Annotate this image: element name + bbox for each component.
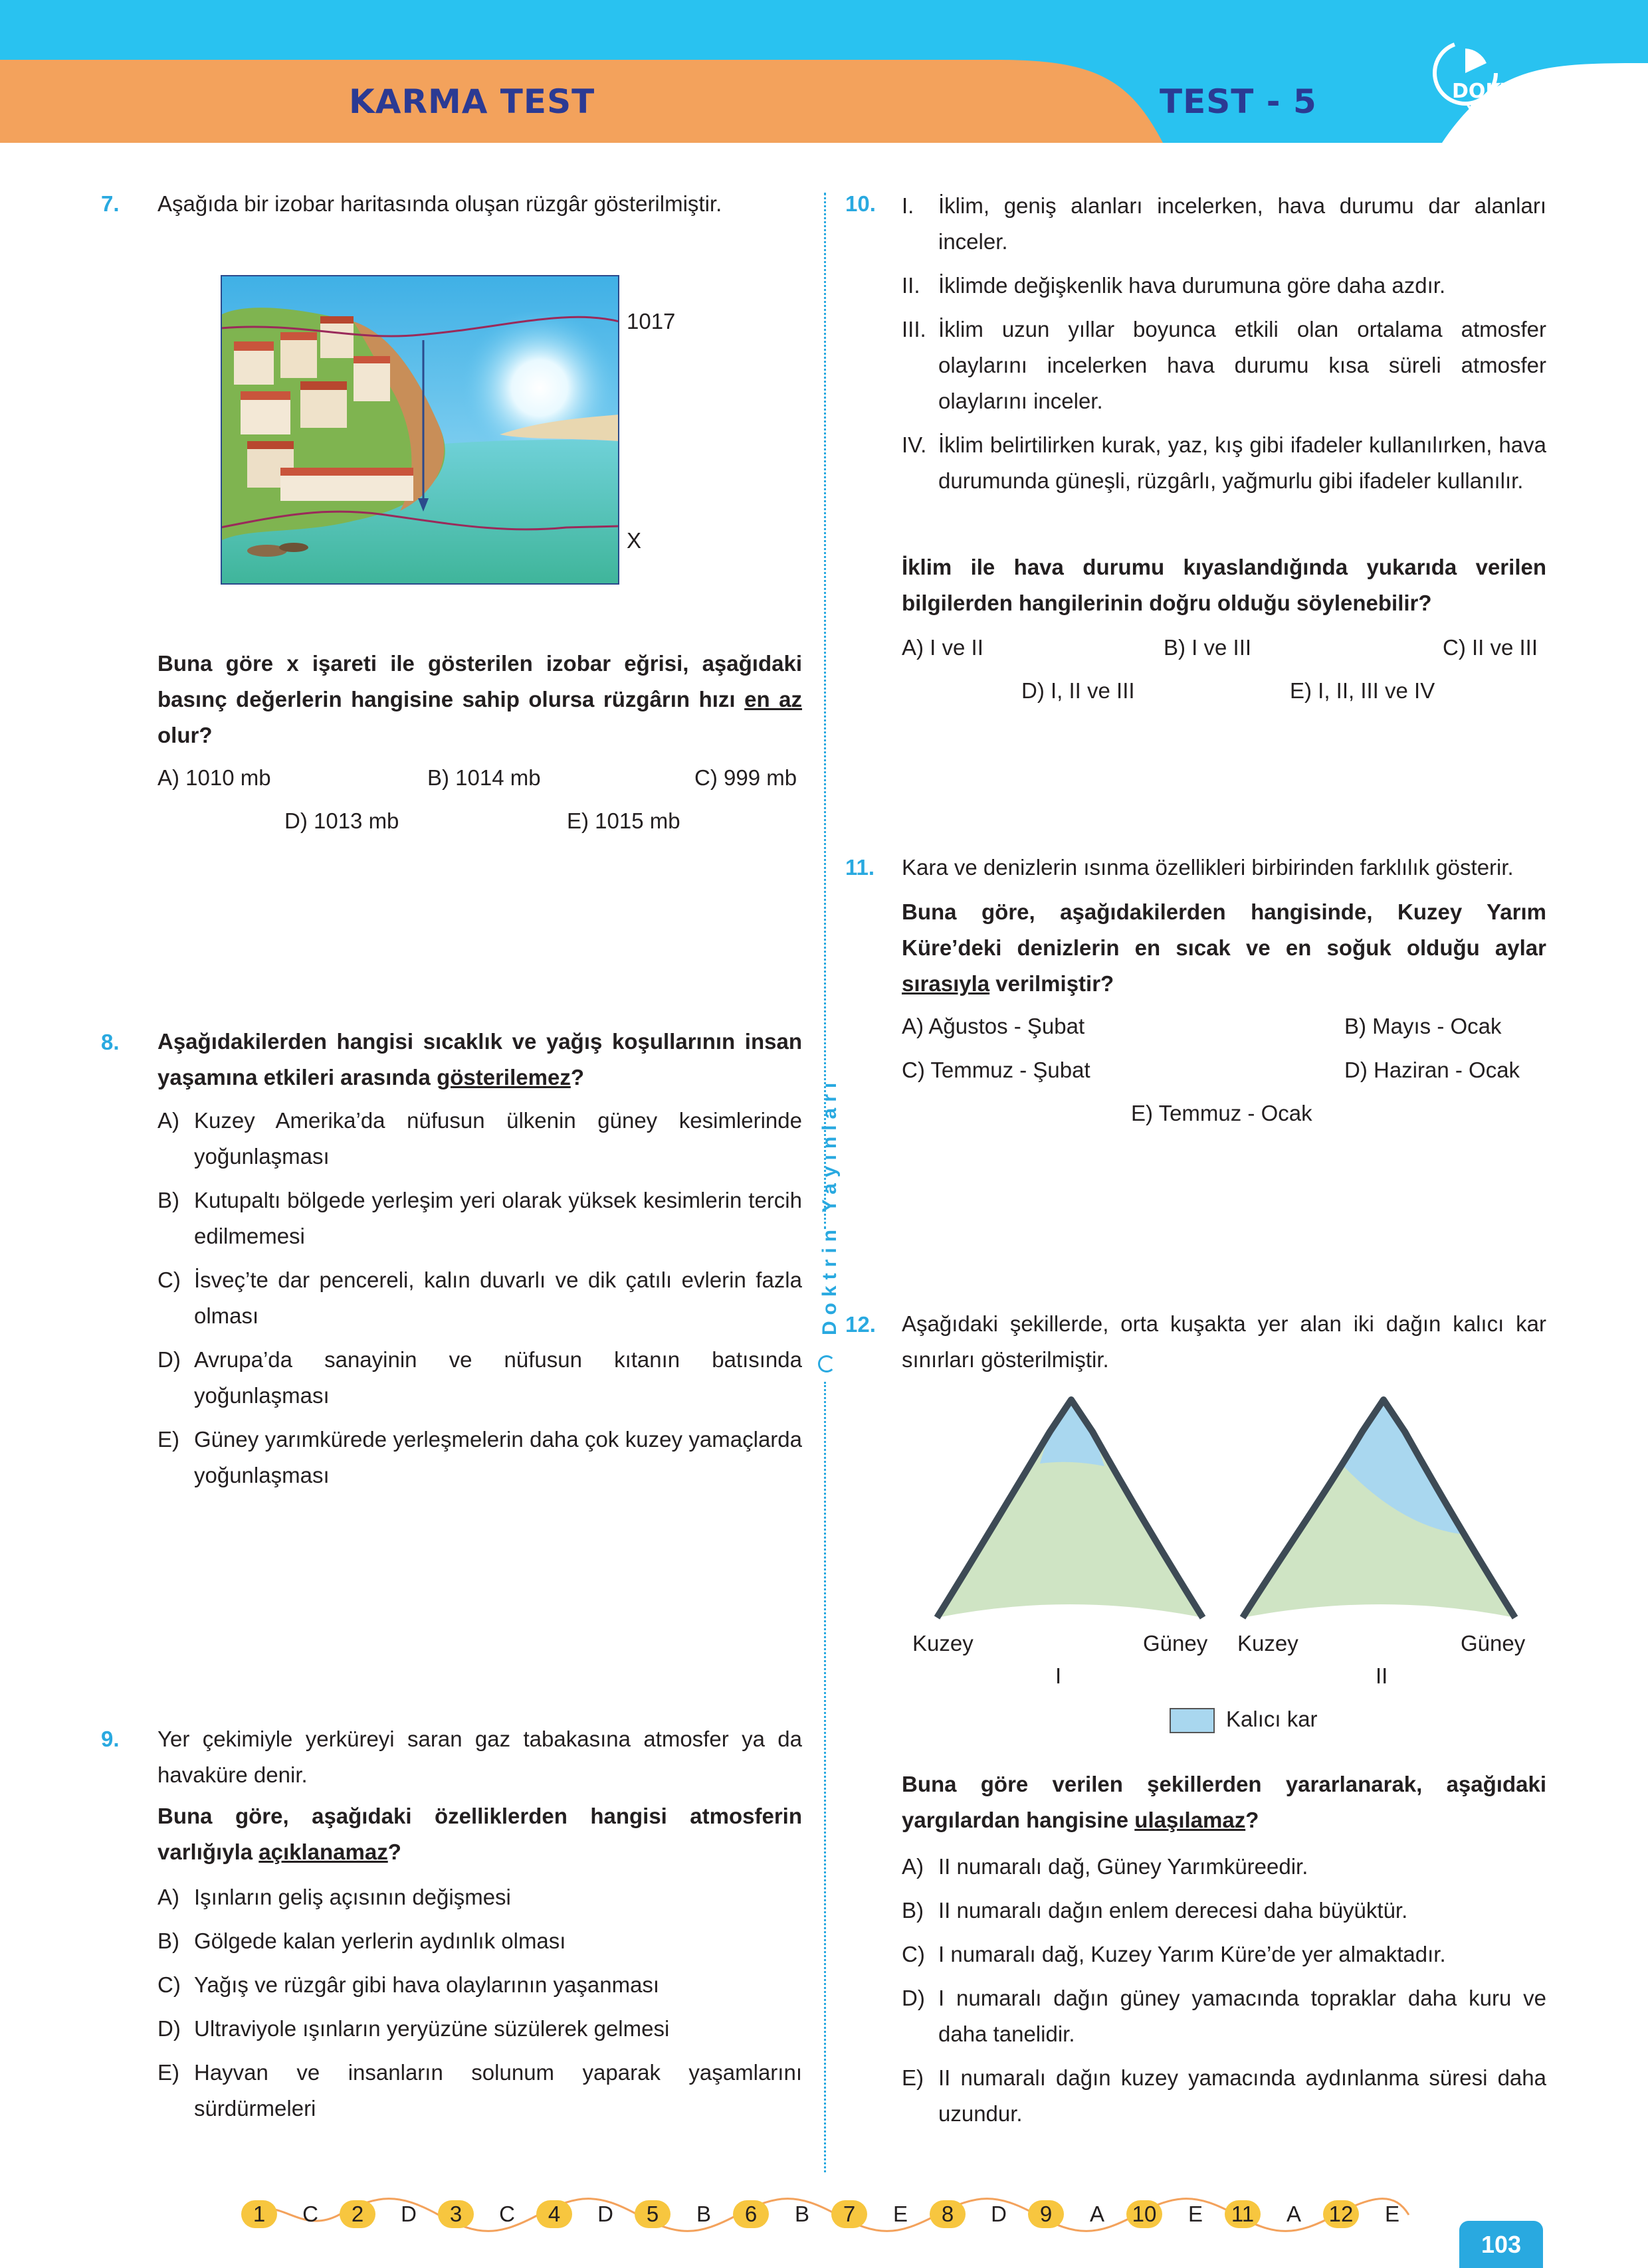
page-number: 103 — [1459, 2221, 1543, 2268]
q9-number: 9. — [101, 1727, 120, 1751]
q9-options — [157, 1879, 802, 2134]
column-divider-top — [824, 193, 826, 1229]
header-left-title: KARMA TEST — [349, 82, 595, 121]
header-banner — [0, 0, 1648, 153]
q12-option-d[interactable]: D) I numaralı dağın güney yamacında topraklar daha kuru ve daha tanelidir. — [902, 1986, 1546, 2046]
isobar-label-1017: 1017 — [627, 309, 676, 333]
mountain-ii — [1243, 1400, 1515, 1618]
q8-question: Aşağıdakilerden hangisi sıcaklık ve yağış koşullarının insan yaşamına etkileri arasında gösterilemez? — [157, 1029, 802, 1089]
fig1-south-label: Güney — [1143, 1631, 1208, 1655]
answer-letter-2: D — [401, 2202, 417, 2226]
column-divider-bottom — [824, 1382, 826, 2172]
q10-option-a[interactable]: A) I ve II — [902, 635, 983, 660]
q11-number: 11. — [845, 855, 875, 880]
q8-options — [157, 1103, 802, 1501]
q11-option-b[interactable]: B) Mayıs - Ocak — [1344, 1014, 1502, 1038]
q10-statement-4: IV. İklim belirtilirken kurak, yaz, kış gibi ifadeler kullanılırken, hava durumunda güneşli, rüzgârlı, yağmurlu gibi ifadeler kullanılır. — [902, 432, 1546, 493]
q7-stem: Aşağıda bir izobar haritasında oluşan rüzgâr gösterilmiştir. — [157, 191, 722, 216]
answer-letter-12: E — [1384, 2202, 1399, 2226]
q9-option-c[interactable]: C) Yağış ve rüzgâr gibi hava olaylarının yaşanması — [157, 1972, 660, 1997]
q12-stem: Aşağıdaki şekillerde, orta kuşakta yer alan iki dağın kalıcı kar sınırları gösterilmiştir. — [902, 1311, 1546, 1372]
fig1-north-label: Kuzey — [912, 1631, 974, 1655]
q10-statements — [902, 188, 1546, 543]
q7-option-a[interactable]: A) 1010 mb — [157, 765, 271, 790]
q7-option-c[interactable]: C) 999 mb — [694, 765, 797, 790]
q10-option-b[interactable]: B) I ve III — [1164, 635, 1252, 660]
q11-option-a[interactable]: A) Ağustos - Şubat — [902, 1014, 1085, 1038]
answer-number-7: 7 — [831, 2200, 867, 2228]
q11-option-d[interactable]: D) Haziran - Ocak — [1344, 1058, 1520, 1082]
header-right-title: TEST - 5 — [1160, 82, 1317, 121]
answer-number-2: 2 — [340, 2200, 375, 2228]
answer-letter-3: C — [499, 2202, 515, 2226]
answer-number-8: 8 — [930, 2200, 966, 2228]
answer-number-3: 3 — [438, 2200, 474, 2228]
q11-option-c[interactable]: C) Temmuz - Şubat — [902, 1058, 1090, 1082]
answer-letter-11: A — [1286, 2202, 1301, 2226]
q7-option-b[interactable]: B) 1014 mb — [427, 765, 541, 790]
answer-letter-8: D — [991, 2202, 1007, 2226]
answer-number-11: 11 — [1225, 2200, 1261, 2228]
logo-text-1: DOKTRIN — [1452, 80, 1554, 103]
answer-number-4: 4 — [536, 2200, 572, 2228]
q7-option-d[interactable]: D) 1013 mb — [284, 808, 399, 833]
fig2-south-label: Güney — [1461, 1631, 1526, 1655]
q10-number: 10. — [845, 191, 876, 216]
mountain-i — [937, 1400, 1203, 1618]
answer-number-1: 1 — [241, 2200, 277, 2228]
answer-letter-4: D — [597, 2202, 613, 2226]
q9-question: Buna göre, aşağıdaki özelliklerden hangisi atmosferin varlığıyla açıklanamaz? — [157, 1804, 802, 1864]
q11-option-e[interactable]: E) Temmuz - Ocak — [1131, 1101, 1312, 1125]
q8-option-d[interactable]: D) Avrupa’da sanayinin ve nüfusun kıtanın batısında yoğunlaşması — [157, 1347, 802, 1408]
q7-option-e[interactable]: E) 1015 mb — [567, 808, 680, 833]
answer-letter-10: E — [1187, 2202, 1203, 2226]
q8-option-c[interactable]: C) İsveç’te dar pencereli, kalın duvarlı ve dik çatılı evlerin fazla olması — [157, 1268, 802, 1328]
q12-option-c[interactable]: C) I numaralı dağ, Kuzey Yarım Küre’de yer almaktadır. — [902, 1942, 1446, 1966]
legend-label: Kalıcı kar — [1226, 1707, 1318, 1731]
q11-question: Buna göre, aşağıdakilerden hangisinde, Kuzey Yarım Küre’deki denizlerin en sıcak ve en soğuk olduğu aylar sırasıyla verilmiştir? — [902, 899, 1546, 996]
q8-option-b[interactable]: B) Kutupaltı bölgede yerleşim yeri olarak yüksek kesimlerin tercih edilmemesi — [157, 1188, 802, 1248]
publisher-logo — [1415, 37, 1554, 130]
q9-option-e[interactable]: E) Hayvan ve insanların solunum yaparak yaşamlarını sürdürmeleri — [157, 2060, 802, 2121]
fig2-north-label: Kuzey — [1237, 1631, 1298, 1655]
answer-number-6: 6 — [733, 2200, 769, 2228]
q10-option-e[interactable]: E) I, II, III ve IV — [1290, 678, 1435, 703]
q12-option-b[interactable]: B) II numaralı dağın enlem derecesi daha büyüktür. — [902, 1898, 1408, 1923]
answer-number-12: 12 — [1323, 2200, 1359, 2228]
answer-letter-9: A — [1089, 2202, 1104, 2226]
answer-number-10: 10 — [1126, 2200, 1162, 2228]
q12-question: Buna göre verilen şekillerden yararlanarak, aşağıdaki yargılardan hangisine ulaşılamaz? — [902, 1772, 1546, 1832]
q12-options — [902, 1849, 1546, 2140]
answer-number-5: 5 — [635, 2200, 670, 2228]
q12-option-a[interactable]: A) II numaralı dağ, Güney Yarımküreedir. — [902, 1854, 1308, 1879]
mountains-figure — [930, 1392, 1555, 1631]
fig2-roman-label: II — [1376, 1663, 1388, 1688]
q9-option-a[interactable]: A) Işınların geliş açısının değişmesi — [157, 1885, 511, 1909]
fig1-roman-label: I — [1055, 1663, 1062, 1688]
isobar-map-illustration — [221, 275, 619, 585]
q11-stem: Kara ve denizlerin ısınma özellikleri birbirinden farklılık gösterir. — [902, 855, 1514, 880]
q8-option-e[interactable]: E) Güney yarımkürede yerleşmelerin daha çok kuzey yamaçlarda yoğunlaşması — [157, 1427, 802, 1487]
answer-letter-6: B — [794, 2202, 809, 2226]
side-logo-icon — [818, 1355, 835, 1372]
q9-option-b[interactable]: B) Gölgede kalan yerlerin aydınlık olması — [157, 1929, 566, 1953]
q10-statement-2: II. İklimde değişkenlik hava durumuna göre daha azdır. — [902, 273, 1446, 298]
answer-letter-7: E — [892, 2202, 908, 2226]
q9-stem: Yer çekimiyle yerküreyi saran gaz tabakasına atmosfer ya da havaküre denir. — [157, 1727, 802, 1787]
q10-option-c[interactable]: C) II ve III — [1443, 635, 1538, 660]
answer-number-9: 9 — [1028, 2200, 1064, 2228]
q10-question: İklim ile hava durumu kıyaslandığında yukarıda verilen bilgilerden hangilerinin doğru olduğu söylenebilir? — [902, 555, 1546, 615]
q10-statement-3: III. İklim uzun yıllar boyunca etkili olan ortalama atmosfer olaylarını incelerken hava durumu kısa süreli atmosfer olaylarını inceler. — [902, 317, 1546, 413]
q12-option-e[interactable]: E) II numaralı dağın kuzey yamacında aydınlanma süresi daha uzundur. — [902, 2065, 1546, 2126]
answer-letter-5: B — [696, 2202, 711, 2226]
isobar-label-x: X — [627, 528, 642, 553]
logo-text-2: YAYINLARI — [1465, 100, 1542, 116]
q10-statement-1: I. İklim, geniş alanları incelerken, hava durumu dar alanları inceler. — [902, 193, 1546, 254]
side-publisher-text: Doktrin Yayınları — [819, 1076, 841, 1335]
q8-option-a[interactable]: A) Kuzey Amerika’da nüfusun ülkenin güney kesimlerinde yoğunlaşması — [157, 1108, 802, 1169]
q10-option-d[interactable]: D) I, II ve III — [1021, 678, 1135, 703]
q7-question: Buna göre x işareti ile gösterilen izobar eğrisi, aşağıdaki basınç değerlerin hangisine sahip olursa rüzgârın hızı en az olur? — [157, 651, 802, 747]
answer-letter-1: C — [302, 2202, 318, 2226]
legend-swatch — [1170, 1708, 1215, 1733]
q9-option-d[interactable]: D) Ultraviyole ışınların yeryüzüne süzülerek gelmesi — [157, 2016, 670, 2041]
q12-number: 12. — [845, 1312, 876, 1337]
q7-number: 7. — [101, 191, 120, 216]
q8-number: 8. — [101, 1030, 120, 1054]
